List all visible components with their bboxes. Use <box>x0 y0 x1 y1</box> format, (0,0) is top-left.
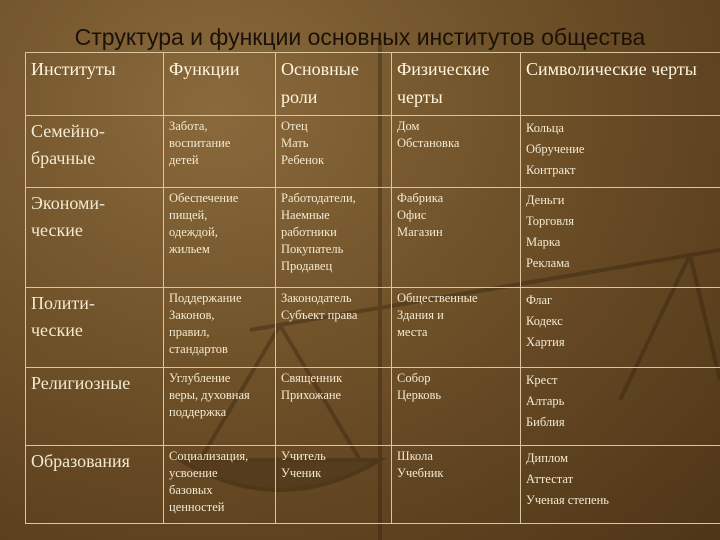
symbolic-cell: Флаг Кодекс Хартия <box>521 288 720 368</box>
institution-cell: Полити- ческие <box>26 288 164 368</box>
symbolic-cell: Крест Алтарь Библия <box>521 368 720 446</box>
roles-cell: Работодатели, Наемные работники Покупатель Продавец <box>276 188 392 288</box>
table-row <box>26 368 720 446</box>
symbolic-cell: Кольца Обручение Контракт <box>521 116 720 188</box>
header-roles: Основные роли <box>276 53 392 116</box>
table-row <box>26 288 720 368</box>
header-functions: Функции <box>164 53 276 116</box>
physical-cell: Общественные Здания и места <box>392 288 521 368</box>
page-title: Структура и функции основных институтов общества <box>74 24 646 50</box>
table-row <box>26 116 720 188</box>
functions-cell: Углубление веры, духовная поддержка <box>164 368 276 446</box>
institution-cell: Экономи- ческие <box>26 188 164 288</box>
physical-cell: Фабрика Офис Магазин <box>392 188 521 288</box>
institution-cell: Религиозные <box>26 368 164 446</box>
institution-cell: Образования <box>26 446 164 524</box>
physical-cell: Собор Церковь <box>392 368 521 446</box>
table-header-row <box>26 53 720 116</box>
institution-cell: Семейно- брачные <box>26 116 164 188</box>
physical-cell: Дом Обстановка <box>392 116 521 188</box>
roles-cell: Отец Мать Ребенок <box>276 116 392 188</box>
physical-cell: Школа Учебник <box>392 446 521 524</box>
roles-cell: Законодатель Субъект права <box>276 288 392 368</box>
header-institutions: Институты <box>26 53 164 116</box>
functions-cell: Социализация, усвоение базовых ценностей <box>164 446 276 524</box>
table-row <box>26 446 720 524</box>
institutions-table <box>25 52 720 524</box>
symbolic-cell: Диплом Аттестат Ученая степень <box>521 446 720 524</box>
symbolic-cell: Деньги Торговля Марка Реклама <box>521 188 720 288</box>
roles-cell: Священник Прихожане <box>276 368 392 446</box>
header-physical: Физические черты <box>392 53 521 116</box>
functions-cell: Забота, воспитание детей <box>164 116 276 188</box>
functions-cell: Поддержание Законов, правил, стандартов <box>164 288 276 368</box>
table-row <box>26 188 720 288</box>
header-symbolic: Символические черты <box>521 53 720 116</box>
functions-cell: Обеспечение пищей, одеждой, жильем <box>164 188 276 288</box>
roles-cell: Учитель Ученик <box>276 446 392 524</box>
